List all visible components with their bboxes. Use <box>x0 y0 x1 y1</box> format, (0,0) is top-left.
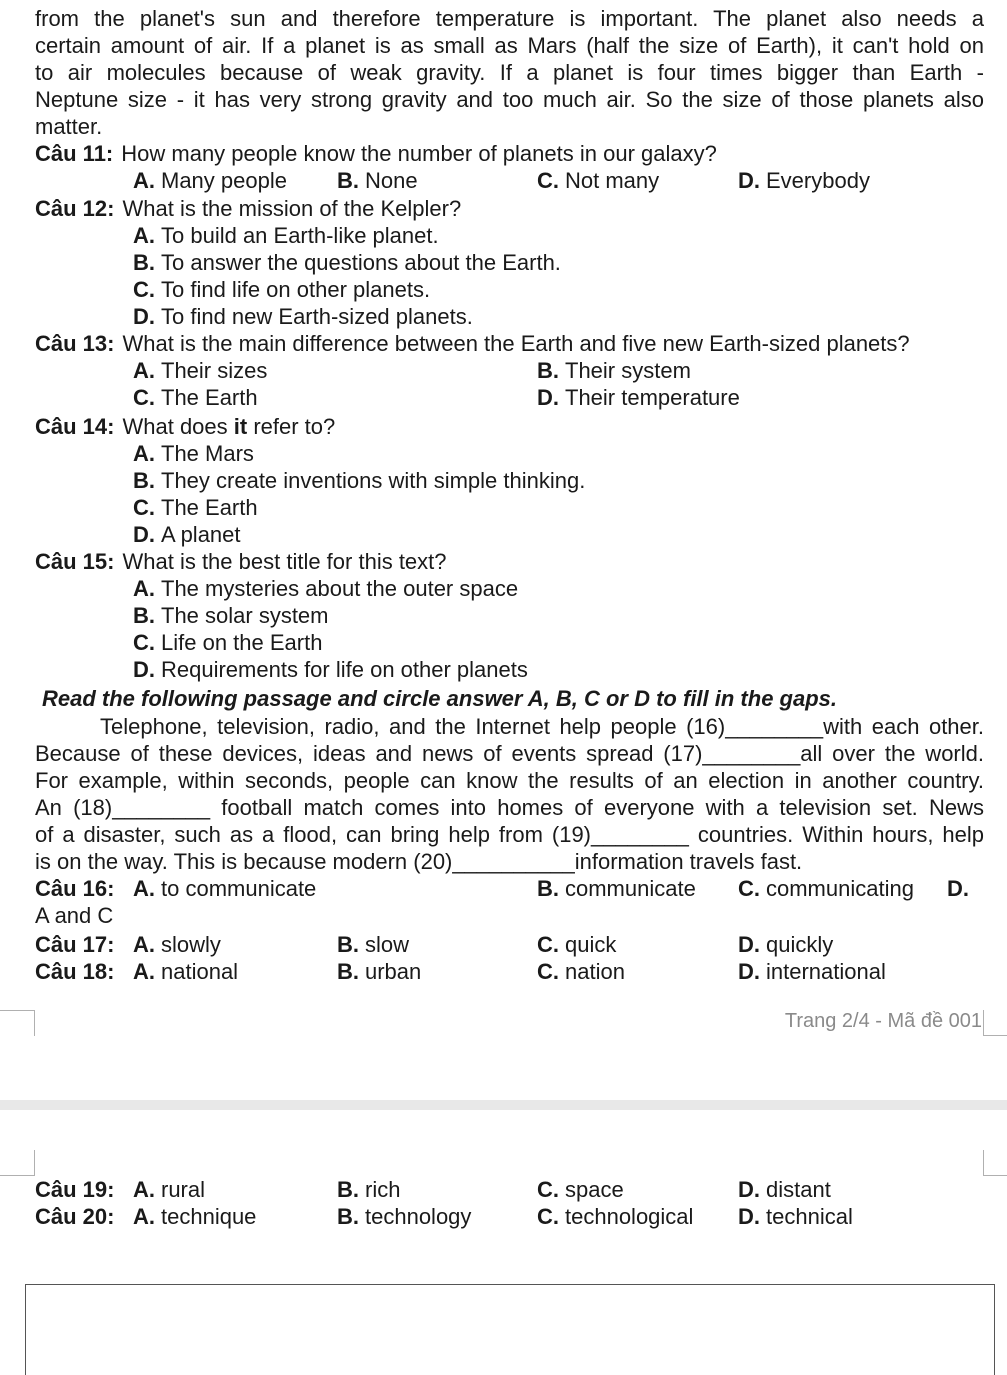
option-a[interactable]: A. to communicate <box>133 876 317 901</box>
option-c[interactable]: C. space <box>537 1177 624 1202</box>
question-number: Câu 11: <box>35 141 114 166</box>
option-d[interactable]: D. quickly <box>738 932 834 957</box>
option-c[interactable]: C. Not many <box>537 168 660 193</box>
option-d-letter[interactable]: D. <box>947 876 969 901</box>
question-text: What is the main difference between the Earth and five new Earth-sized planets? <box>122 331 910 356</box>
option-b[interactable]: B. They create inventions with simple thinking. <box>133 468 586 493</box>
passage-line: matter. <box>35 114 103 139</box>
question-number: Câu 12: <box>35 196 115 221</box>
option-b[interactable]: B. None <box>337 168 418 193</box>
option-d[interactable]: D. To find new Earth-sized planets. <box>133 304 473 329</box>
option-b[interactable]: B. urban <box>337 959 422 984</box>
option-b[interactable]: B. rich <box>337 1177 401 1202</box>
option-c[interactable]: C. Life on the Earth <box>133 630 323 655</box>
option-a[interactable]: A. rural <box>133 1177 206 1202</box>
cloze-line: Because of these devices, ideas and news of events spread (17)________all over the world. <box>35 741 984 766</box>
page-corner-mark <box>0 1010 35 1036</box>
cloze-line: is on the way. This is because modern (20)__________information travels fast. <box>35 849 803 874</box>
option-d[interactable]: D. Requirements for life on other planets <box>133 657 528 682</box>
passage-line: certain amount of air. If a planet is as small as Mars (half the size of Earth), it can't hold on <box>35 33 984 58</box>
option-a[interactable]: A. Their sizes <box>133 358 268 383</box>
cloze-line: of a disaster, such as a flood, can bring help from (19)________ countries. Within hours, help <box>35 822 984 847</box>
option-a[interactable]: A. To build an Earth-like planet. <box>133 223 439 248</box>
option-c[interactable]: C. The Earth <box>133 385 258 410</box>
option-d[interactable]: A and C <box>35 903 114 928</box>
option-a[interactable]: A. Many people <box>133 168 287 193</box>
option-d[interactable]: D. A planet <box>133 522 241 547</box>
option-a[interactable]: A. national <box>133 959 239 984</box>
passage-line: to air molecules because of weak gravity. If a planet is four times bigger than Earth - <box>35 60 984 85</box>
option-d[interactable]: D. international <box>738 959 886 984</box>
option-c[interactable]: C. quick <box>537 932 617 957</box>
option-b[interactable]: B. The solar system <box>133 603 329 628</box>
question-18: Câu 18: <box>35 959 115 984</box>
passage-line: Neptune size - it has very strong gravity and too much air. So the size of those planets also <box>35 87 984 112</box>
question-text: How many people know the number of planets in our galaxy? <box>121 141 717 166</box>
question-number: Câu 14: <box>35 414 115 439</box>
option-a[interactable]: A. The Mars <box>133 441 254 466</box>
option-d[interactable]: D. technical <box>738 1204 853 1229</box>
question-13 <box>35 330 910 357</box>
option-c[interactable]: C. communicating <box>738 876 914 901</box>
question-20: Câu 20: <box>35 1204 115 1229</box>
option-a[interactable]: A. technique <box>133 1204 257 1229</box>
option-c[interactable]: C. The Earth <box>133 495 258 520</box>
cloze-line: Telephone, television, radio, and the Internet help people (16)________with each other. <box>100 714 984 739</box>
option-b[interactable]: B. To answer the questions about the Earth. <box>133 250 561 275</box>
option-b[interactable]: B. technology <box>337 1204 472 1229</box>
option-c[interactable]: C. nation <box>537 959 625 984</box>
page-corner-mark <box>983 1010 1007 1036</box>
page-footer: Trang 2/4 - Mã đề 001 <box>784 1010 982 1032</box>
option-d[interactable]: D. Their temperature <box>537 385 740 410</box>
option-a[interactable]: A. The mysteries about the outer space <box>133 576 519 601</box>
question-text: What is the best title for this text? <box>122 549 447 574</box>
cloze-line: An (18)________ football match comes into homes of everyone with a television set. News <box>35 795 984 820</box>
option-b[interactable]: B. communicate <box>537 876 696 901</box>
option-d[interactable]: D. Everybody <box>738 168 870 193</box>
next-section-box <box>25 1284 995 1375</box>
question-15 <box>35 548 447 575</box>
question-14: Câu 14: What does it refer to? <box>35 414 336 439</box>
page-separator <box>0 1100 1007 1110</box>
option-b[interactable]: B. slow <box>337 932 410 957</box>
option-c[interactable]: C. technological <box>537 1204 694 1229</box>
option-a[interactable]: A. slowly <box>133 932 221 957</box>
passage-line: from the planet's sun and therefore temperature is important. The planet also needs a <box>35 6 984 31</box>
page-corner-mark <box>0 1150 35 1176</box>
question-number: Câu 15: <box>35 549 115 574</box>
question-12 <box>35 195 461 222</box>
option-c[interactable]: C. To find life on other planets. <box>133 277 431 302</box>
section-instruction: Read the following passage and circle answer A, B, C or D to fill in the gaps. <box>42 686 837 711</box>
question-16: Câu 16: <box>35 876 115 901</box>
option-d[interactable]: D. distant <box>738 1177 831 1202</box>
question-17: Câu 17: <box>35 932 115 957</box>
question-text: What is the mission of the Kelpler? <box>122 196 462 221</box>
question-11 <box>35 140 717 167</box>
cloze-line: For example, within seconds, people can know the results of an election in another country. <box>35 768 984 793</box>
page-corner-mark <box>983 1150 1007 1176</box>
question-number: Câu 13: <box>35 331 115 356</box>
question-19: Câu 19: <box>35 1177 115 1202</box>
option-b[interactable]: B. Their system <box>537 358 691 383</box>
